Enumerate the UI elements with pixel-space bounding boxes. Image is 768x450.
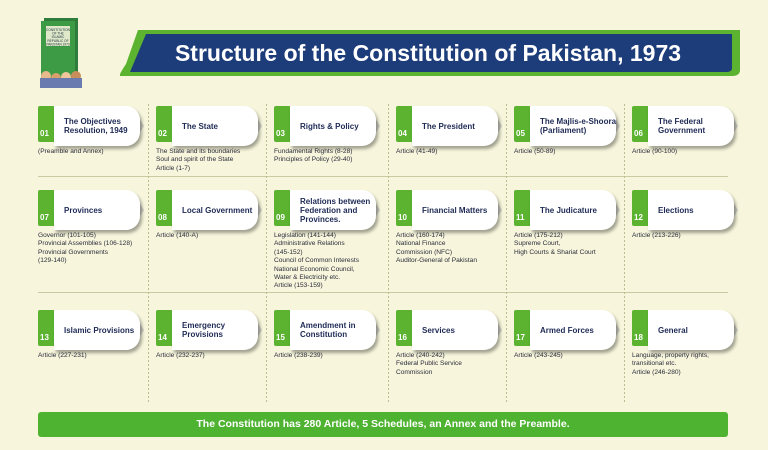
part-title: Relations between Federation and Provinces. — [300, 196, 371, 224]
part-title-card — [54, 106, 140, 146]
part-title: Armed Forces — [540, 325, 594, 335]
part-title: Rights & Policy — [300, 121, 359, 131]
part-description: Article (41-49) — [396, 148, 438, 155]
part-number: 07 — [40, 213, 49, 222]
part-title-card — [412, 190, 498, 230]
part-card-12 — [632, 190, 748, 302]
part-description: Fundamental Rights (8-28) Principles of Policy (29-40) — [274, 148, 353, 164]
part-description: (Preamble and Annex) — [38, 148, 104, 155]
part-title-card — [412, 106, 498, 146]
part-number: 15 — [276, 333, 285, 342]
part-title: The Judicature — [540, 205, 597, 215]
part-title: Financial Matters — [422, 205, 488, 215]
part-title-card — [530, 106, 616, 146]
part-number: 17 — [516, 333, 525, 342]
part-description: Article (227-231) — [38, 352, 87, 359]
part-title: Emergency Provisions — [182, 321, 226, 339]
part-title-card — [172, 190, 258, 230]
svg-text:CONSTITUTIONOF THEISLAMICREPUB: CONSTITUTION OF THE ISLAMIC REPUBLIC OF PAKISTAN 1973 — [46, 28, 70, 47]
part-number: 16 — [398, 333, 407, 342]
part-title-card — [54, 190, 140, 230]
part-description: Article (238-239) — [274, 352, 323, 359]
part-title-card — [648, 106, 734, 146]
part-number: 14 — [158, 333, 167, 342]
part-title: General — [658, 325, 688, 335]
part-title: Amendment in Constitution — [300, 321, 356, 339]
part-number: 04 — [398, 129, 407, 138]
part-card-15 — [274, 310, 390, 422]
part-title-card — [412, 310, 498, 350]
part-card-13 — [38, 310, 154, 422]
page-title: Structure of the Constitution of Pakistan, 1973 — [174, 40, 682, 66]
part-number: 13 — [40, 333, 49, 342]
part-title-card — [530, 190, 616, 230]
part-title-card — [648, 310, 734, 350]
part-title-card — [648, 190, 734, 230]
part-description: Article (213-226) — [632, 232, 681, 239]
part-description: Article (240-242) Federal Public Service Commission — [396, 352, 462, 376]
header — [0, 0, 768, 100]
part-description: Article (243-245) — [514, 352, 563, 359]
part-number: 06 — [634, 129, 643, 138]
constitution-book-icon — [38, 16, 84, 88]
part-card-11 — [514, 190, 630, 302]
part-card-08 — [156, 190, 272, 302]
part-title: The Majlis-e-Shoora (Parliament) — [540, 117, 617, 135]
part-description: Article (90-100) — [632, 148, 678, 155]
part-number: 05 — [516, 129, 525, 138]
part-title-card — [290, 310, 376, 350]
part-number: 09 — [276, 213, 285, 222]
part-description: Article (140-A) — [156, 232, 199, 239]
part-description: Legislation (141-144) Administrative Relations (145-152) Council of Common Interests National Economic Council, Water & Electricity etc. Article (153-159) — [274, 232, 360, 290]
part-number: 12 — [634, 213, 643, 222]
part-number: 10 — [398, 213, 407, 222]
part-title: The State — [182, 121, 219, 131]
part-title-card — [290, 190, 376, 230]
part-number: 11 — [516, 213, 525, 222]
part-number: 08 — [158, 213, 167, 222]
part-card-10 — [396, 190, 512, 302]
part-title-card — [54, 310, 140, 350]
part-number: 01 — [40, 129, 49, 138]
part-title-card — [530, 310, 616, 350]
part-card-18 — [632, 310, 748, 422]
part-card-14 — [156, 310, 272, 422]
part-description: Governor (101-105) Provincial Assemblies (106-128) Provincial Governments (129-140) — [38, 232, 133, 265]
part-title: Provinces — [64, 205, 103, 215]
part-title: Services — [422, 325, 455, 335]
part-title: Elections — [658, 205, 694, 215]
part-title: The Objectives Resolution, 1949 — [64, 117, 128, 135]
part-description: Language, property rights, transitional etc. Article (246-280) — [632, 352, 709, 376]
part-title-card — [172, 310, 258, 350]
part-title-card — [290, 106, 376, 146]
part-description: Article (50-89) — [514, 148, 556, 155]
part-title: Local Government — [182, 205, 253, 215]
part-title: The Federal Government — [658, 117, 706, 135]
summary-footer: The Constitution has 280 Article, 5 Schedules, an Annex and the Preamble. — [38, 412, 728, 437]
part-card-16 — [396, 310, 512, 422]
part-number: 02 — [158, 129, 167, 138]
part-description: Article (232-237) — [156, 352, 205, 359]
part-title: Islamic Provisions — [64, 325, 135, 335]
part-description: Article (160-174) National Finance Commission (NFC) Auditor-General of Pakistan — [396, 232, 477, 265]
part-title-card — [172, 106, 258, 146]
part-title: The President — [422, 121, 475, 131]
part-number: 03 — [276, 129, 285, 138]
part-card-17 — [514, 310, 630, 422]
part-description: Article (175-212) Supreme Court, High Courts & Shariat Court — [514, 232, 596, 256]
part-card-09 — [274, 190, 390, 302]
part-description: The State and its boundaries Soul and spirit of the State Article (1-7) — [156, 148, 241, 172]
part-card-07 — [38, 190, 154, 302]
part-number: 18 — [634, 333, 643, 342]
